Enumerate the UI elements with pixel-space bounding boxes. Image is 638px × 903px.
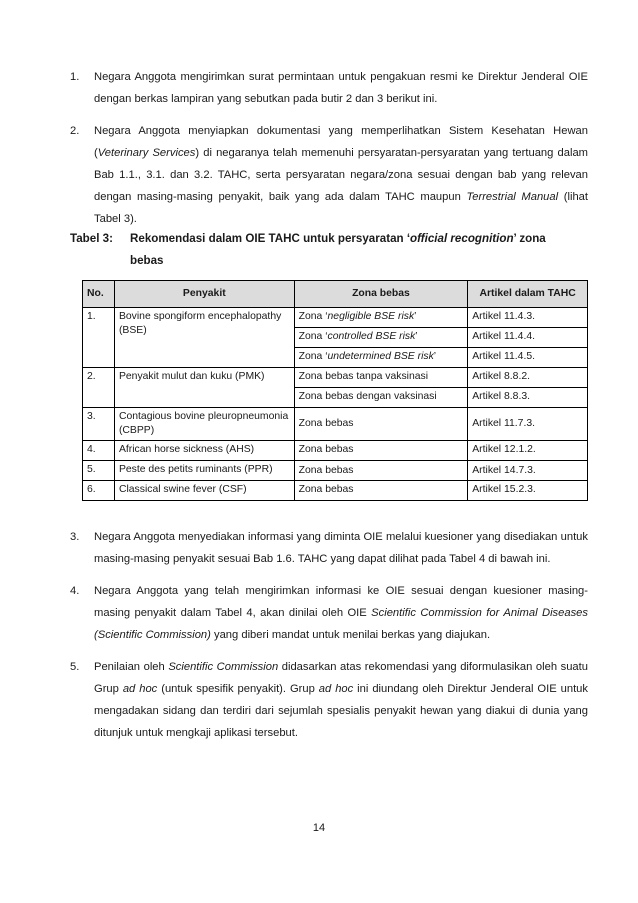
text-segment: Zona bebas tanpa vaksinasi <box>298 371 429 382</box>
list-item-number: 2. <box>70 125 80 137</box>
text-segment: (untuk spesifik penyakit). Grup <box>157 683 319 695</box>
cell-artikel: Artikel 8.8.2. <box>468 368 588 388</box>
header-artikel: Artikel dalam TAHC <box>468 281 588 308</box>
numbered-list-bottom <box>70 526 588 754</box>
list-item-text <box>94 580 588 646</box>
list-item-text <box>94 526 588 570</box>
cell-zona-bebas <box>294 388 468 408</box>
cell-artikel: Artikel 15.2.3. <box>468 481 588 501</box>
cell-penyakit: Classical swine fever (CSF) <box>114 481 294 501</box>
page-number: 14 <box>312 822 326 834</box>
text-segment: ’ <box>415 331 418 342</box>
table-caption-continuation: bebas <box>130 254 164 267</box>
text-segment: Rekomendasi dalam OIE TAHC untuk persyaratan ‘ <box>130 232 411 245</box>
text-segment: Zona bebas <box>298 418 354 429</box>
italic-text: undetermined BSE risk <box>327 351 434 362</box>
text-segment: Zona ‘ <box>298 351 328 362</box>
cell-artikel: Artikel 11.4.5. <box>468 348 588 368</box>
italic-text: ad hoc <box>122 683 158 695</box>
table-row <box>83 308 588 328</box>
text-segment: ) di negaranya telah memenuhi persyaratan-persyaratan yang tertuang dalam Bab 1.1., 3.1. dan 3.2. TAHC, serta persyaratan negara/zona sesuai dengan bab yang relevan dengan masing-masing penyakit, baik yang ada dalam TAHC maupun <box>94 147 588 203</box>
cell-no: 4. <box>83 441 115 461</box>
cell-artikel: Artikel 11.4.3. <box>468 308 588 328</box>
list-item <box>70 580 588 646</box>
italic-text: Scientific Commission <box>168 661 279 673</box>
table-row <box>83 481 588 501</box>
recommendation-table <box>82 280 588 501</box>
text-segment: ’ zona <box>513 232 546 245</box>
text-segment: Zona bebas dengan vaksinasi <box>298 391 437 402</box>
cell-artikel: Artikel 11.7.3. <box>468 408 588 441</box>
table-caption <box>70 228 588 272</box>
cell-zona-bebas <box>294 461 468 481</box>
text-segment: ’ <box>433 351 437 362</box>
cell-zona-bebas <box>294 348 468 368</box>
numbered-list-top <box>70 66 588 240</box>
cell-no: 2. <box>83 368 115 408</box>
list-item-number: 4. <box>70 585 80 597</box>
table-row <box>83 368 588 388</box>
table-caption-label: Tabel 3: <box>70 232 113 245</box>
cell-artikel: Artikel 14.7.3. <box>468 461 588 481</box>
text-segment: (lihat Tabel 3). <box>94 191 588 225</box>
cell-zona-bebas <box>294 481 468 501</box>
list-item-number: 1. <box>70 71 80 83</box>
italic-text: Veterinary Services <box>97 147 196 159</box>
cell-zona-bebas <box>294 328 468 348</box>
italic-text: official recognition <box>410 232 514 245</box>
text-segment: Negara Anggota menyediakan informasi yang diminta OIE melalui kuesioner yang disediakan untuk masing-masing penyakit sesuai Bab 1.6. TAHC yang dapat dilihat pada Tabel 4 di bawah ini. <box>94 531 588 565</box>
cell-penyakit: Peste des petits ruminants (PPR) <box>114 461 294 481</box>
italic-text: Terrestrial Manual <box>466 191 559 203</box>
cell-zona-bebas <box>294 408 468 441</box>
text-segment: Zona ‘ <box>298 331 328 342</box>
text-segment: Negara Anggota menyiapkan dokumentasi yang memperlihatkan Sistem Kesehatan Hewan ( <box>94 125 588 159</box>
table-caption-title <box>130 232 546 245</box>
cell-artikel: Artikel 12.1.2. <box>468 441 588 461</box>
cell-zona-bebas <box>294 368 468 388</box>
header-penyakit: Penyakit <box>114 281 294 308</box>
text-segment: Negara Anggota yang telah mengirimkan informasi ke OIE sesuai dengan kuesioner masing-masing penyakit dalam Tabel 4, akan dinilai oleh OIE <box>94 585 588 619</box>
italic-text: Scientific Commission for Animal Diseases (Scientific Commission) <box>94 607 588 641</box>
cell-penyakit: Bovine spongiform encephalopathy (BSE) <box>114 308 294 368</box>
cell-zona-bebas <box>294 308 468 328</box>
cell-no: 1. <box>83 308 115 368</box>
text-segment: Zona bebas <box>298 444 354 455</box>
cell-artikel: Artikel 8.8.3. <box>468 388 588 408</box>
list-item-text <box>94 120 588 230</box>
list-item-number: 5. <box>70 661 80 673</box>
text-segment: Negara Anggota mengirimkan surat permintaan untuk pengakuan resmi ke Direktur Jenderal OIE dengan berkas lampiran yang sebutkan pada butir 2 dan 3 berikut ini. <box>94 71 588 105</box>
cell-penyakit: Contagious bovine pleuropneumonia (CBPP) <box>114 408 294 441</box>
table-row <box>83 461 588 481</box>
cell-no: 6. <box>83 481 115 501</box>
table-row <box>83 441 588 461</box>
header-zona-bebas: Zona bebas <box>294 281 468 308</box>
italic-text: ad hoc <box>318 683 354 695</box>
cell-penyakit: Penyakit mulut dan kuku (PMK) <box>114 368 294 408</box>
text-segment: Zona bebas <box>298 464 354 476</box>
list-item-text <box>94 656 588 744</box>
cell-penyakit: African horse sickness (AHS) <box>114 441 294 461</box>
header-no: No. <box>83 281 115 308</box>
list-item <box>70 66 588 110</box>
cell-zona-bebas <box>294 441 468 461</box>
cell-artikel: Artikel 11.4.4. <box>468 328 588 348</box>
cell-no: 3. <box>83 408 115 441</box>
table-header-row <box>83 281 588 308</box>
text-segment: Penilaian oleh <box>94 661 169 673</box>
list-item <box>70 526 588 570</box>
list-item-text <box>94 66 588 110</box>
text-segment: didasarkan atas rekomendasi yang diformulasikan oleh suatu Grup <box>94 661 588 695</box>
list-item <box>70 656 588 744</box>
italic-text: controlled BSE risk <box>327 331 416 342</box>
text-segment: ’ <box>414 311 417 322</box>
cell-no: 5. <box>83 461 115 481</box>
text-segment: Zona bebas <box>298 484 354 495</box>
text-segment: ini diundang oleh Direktur Jenderal OIE untuk mengadakan sidang dan terdiri dari sejumlah spesialis penyakit hewan yang diakui di dunia yang ditunjuk untuk mengkaji aplikasi tersebut. <box>94 683 588 739</box>
text-segment: yang diberi mandat untuk menilai berkas yang diajukan. <box>210 629 491 641</box>
text-segment: Zona ‘ <box>298 311 328 322</box>
italic-text: negligible BSE risk <box>327 311 415 322</box>
list-item-number: 3. <box>70 531 80 543</box>
table-row <box>83 408 588 441</box>
list-item <box>70 120 588 230</box>
